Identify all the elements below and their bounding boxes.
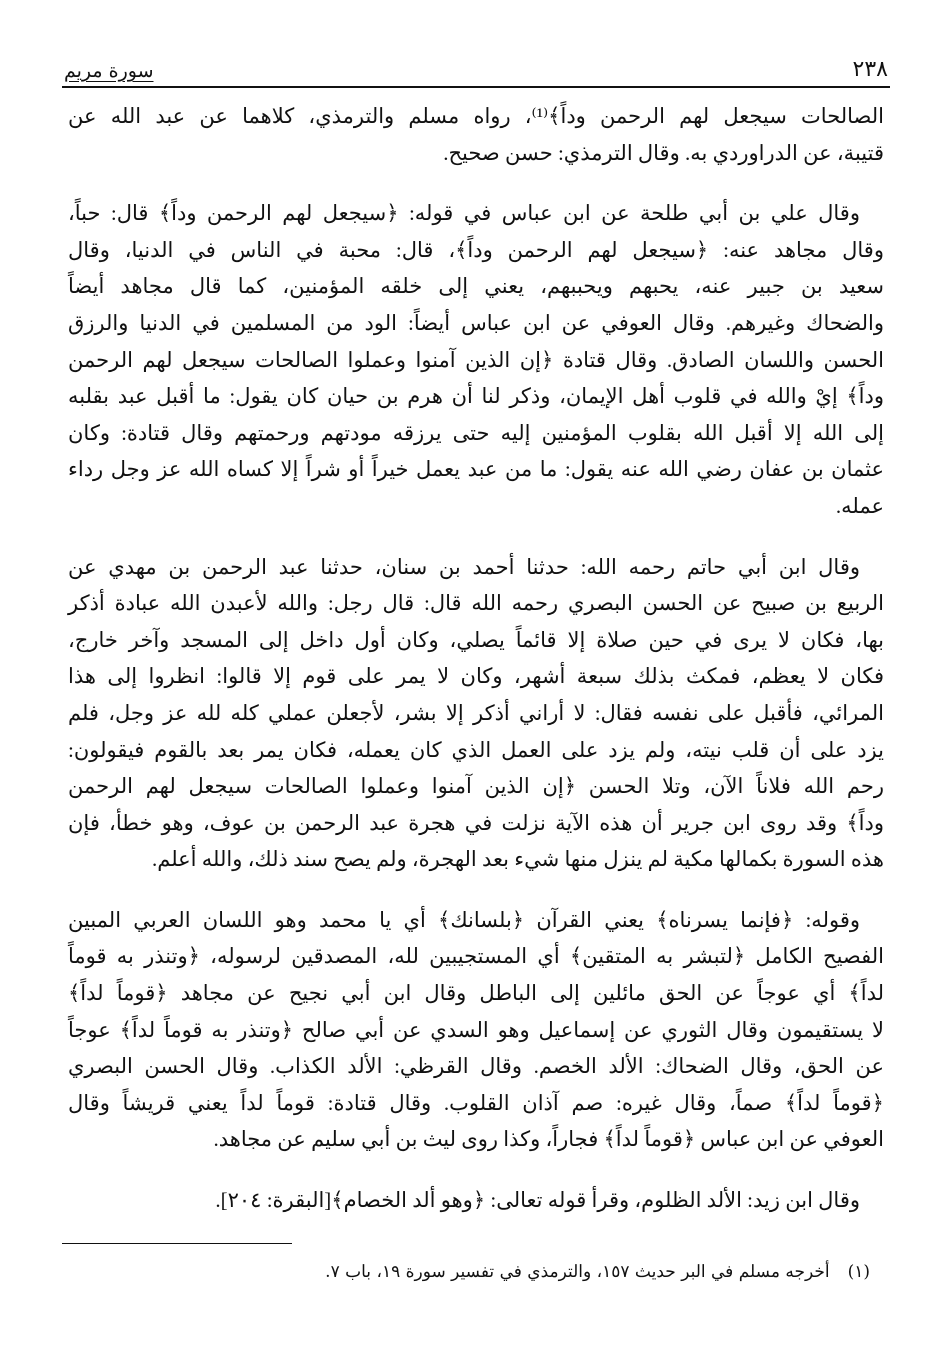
text-line: وداً﴾ إيْ والله في قلوب أهل الإيمان، وذكر لنا أن هرم بن حيان كان يقول: ما أقبل عبد بقلبه — [68, 384, 884, 409]
text-line: يزد على أن قلب نيته، ولم يزد على العمل الذي كان يعمله، فكان يمر بعد بالقوم فيقولون: — [68, 737, 884, 762]
page-number: ٢٣٨ — [852, 57, 888, 82]
text-line: وداً﴾ وقد روى ابن جرير أن هذه الآية نزلت في هجرة عبد الرحمن بن عوف، وهو خطأ، فإن — [68, 810, 884, 835]
text-line: رحم الله فلاناً الآن، وتلا الحسن ﴿إن الذين آمنوا وعملوا الصالحات سيجعل لهم الرحمن — [68, 774, 884, 799]
text-line: الربيع بن صبيح عن الحسن البصري رحمه الله قال: قال رجل: والله لأعبدن الله عبادة أذكر — [68, 591, 884, 616]
text-line: قتيبة، عن الدراوردي به. وقال الترمذي: حسن صحيح. — [443, 140, 884, 165]
page-body — [62, 98, 890, 1219]
text-line: الصالحات سيجعل لهم الرحمن وداً﴾⁽¹⁾، رواه مسلم والترمذي، كلاهما عن عبد الله عن — [68, 104, 884, 128]
text-line: فكان لا يعظم، فمكث بذلك سبعة أشهر، وكان لا يمر على قوم إلا قالوا: انظروا إلى هذا — [68, 664, 884, 689]
text-line: وقوله: ﴿فإنما يسرناه﴾ يعني القرآن ﴿بلسانك﴾ أي يا محمد وهو اللسان العربي المبين — [68, 907, 860, 932]
paragraph — [62, 98, 890, 171]
book-page — [62, 52, 890, 1284]
text-line: وقال ابن زيد: الألد الظلوم، وقرأ قوله تعالى: ﴿وهو ألد الخصام﴾[البقرة: ٢٠٤]. — [215, 1188, 860, 1213]
surah-title: سورة مريم — [64, 60, 154, 82]
footnote-text: أخرجه مسلم في البر حديث ١٥٧، والترمذي في تفسير سورة ١٩، باب ٧. — [325, 1261, 830, 1282]
text-line: إلى الله إلا أقبل الله بقلوب المؤمنين إليه حتى يرزقه مودتهم ورحمتهم وقال قتادة: وكان — [68, 420, 884, 445]
text-line: بها، فكان لا يرى في حين صلاة إلا قائماً يصلي، وكان أول داخل إلى المسجد وآخر خارج، — [68, 627, 884, 652]
text-line: وقال مجاهد عنه: ﴿سيجعل لهم الرحمن وداً﴾، قال: محبة في الناس في الدنيا، وقال — [68, 237, 884, 262]
text-line: لداً﴾ أي عوجاً عن الحق مائلين إلى الباطل وقال ابن أبي نجيح عن مجاهد ﴿قوماً لداً﴾ — [68, 981, 884, 1006]
text-line: سعيد بن جبير عنه، يحبهم ويحببهم، يعني إلى خلقه المؤمنين، كما قال مجاهد أيضاً — [68, 274, 884, 299]
text-line: المرائي، فأقبل على نفسه فقال: لا أراني أذكر إلا بشر، لأجعلن عملي كله لله عز وجل، فلم — [68, 700, 884, 725]
footnote-number: (١) — [847, 1261, 870, 1282]
text-line: العوفي عن ابن عباس ﴿قوماً لداً﴾ فجاراً، وكذا روى ليث بن أبي سليم عن مجاهد. — [213, 1127, 884, 1152]
text-line: الحسن واللسان الصادق. وقال قتادة ﴿إن الذين آمنوا وعملوا الصالحات سيجعل لهم الرحمن — [68, 347, 884, 372]
text-line: لا يستقيمون وقال الثوري عن إسماعيل وهو السدي عن أبي صالح ﴿وتنذر به قوماً لداً﴾ عوجاً — [68, 1017, 884, 1042]
text-line: الفصيح الكامل ﴿لتبشر به المتقين﴾ أي المستجيبين لله، المصدقين لرسوله، ﴿وتنذر به قوماً — [68, 944, 884, 969]
footnote-divider — [62, 1243, 292, 1244]
paragraph — [62, 902, 890, 1158]
text-line: عن الحق، وقال الضحاك: الألد الخصم. وقال القرظي: الألد الكذاب. وقال الحسن البصري — [68, 1054, 884, 1079]
paragraph — [62, 195, 890, 524]
paragraph — [62, 1182, 890, 1219]
text-line: هذه السورة بكمالها مكية لم ينزل منها شيء بعد الهجرة، ولم يصح سند ذلك، والله أعلم. — [151, 847, 884, 872]
text-line: عثمان بن عفان رضي الله عنه يقول: ما من عبد يعمل خيراً أو شراً إلا كساه الله عز وجل رداء — [68, 457, 884, 482]
text-line: عمله. — [835, 493, 884, 518]
text-line: والضحاك وغيرهم. وقال العوفي عن ابن عباس أيضاً: الود من المسلمين في الدنيا والرزق — [68, 310, 884, 335]
text-line: ﴿قوماً لداً﴾ صماً، وقال غيره: صم آذان القلوب. وقال قتادة: قوماً لداً يعني قريشاً وقال — [68, 1090, 884, 1115]
footnote — [62, 1260, 890, 1284]
text-line: وقال ابن أبي حاتم رحمه الله: حدثنا أحمد بن سنان، حدثنا عبد الرحمن بن مهدي عن — [68, 554, 860, 579]
text-line: وقال علي بن أبي طلحة عن ابن عباس في قوله: ﴿سيجعل لهم الرحمن وداً﴾ قال: حباً، — [68, 201, 860, 226]
page-header — [62, 52, 890, 88]
paragraph — [62, 549, 890, 878]
